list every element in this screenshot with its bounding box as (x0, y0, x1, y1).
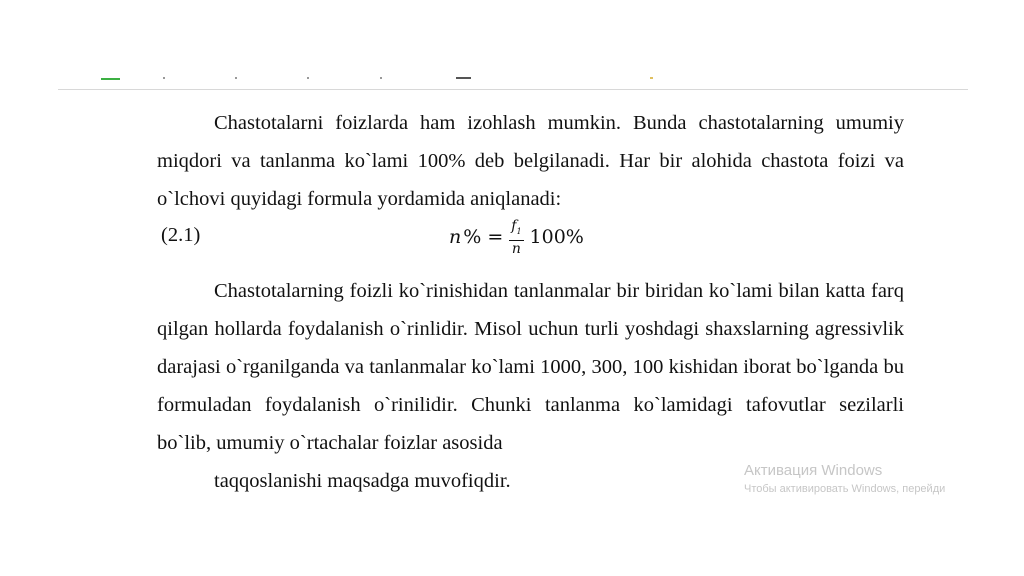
formula-lhs-rest: % = (463, 226, 504, 249)
equation-number: (2.1) (161, 224, 201, 246)
fraction-numerator (509, 218, 523, 241)
fraction-denominator: n (511, 240, 521, 257)
formula-rhs: 100% (529, 226, 584, 249)
paragraph-2-body: Chastotalarning foizli ko`rinishidan tanlanmalar bir biridan ko`lami bilan katta farq qilgan hollarda foydalanish o`rinlidir. Misol uchun turli yoshdagi shaxslarning agressivlik darajasi o`rganilganda va tanlanmalar ko`lami 1000, 300, 100 kishidan iborat bo`lganda bu formuladan foydalanish o`rinilidir. Chunki tanlanma ko`lamidagi tafovutlar sezilarli bo`lib, umumiy o`rtachalar foizlar asosida (157, 280, 904, 454)
document-page (157, 104, 904, 500)
watermark-title: Активация Windows (744, 462, 883, 479)
paragraph-1: Chastotalarni foizlarda ham izohlash mumkin. Bunda chastotalarning umumiy miqdori va tanlanma ko`lami 100% deb belgilanadi. Har bir alohida chastota foizi va o`lchovi quyidagi formula yordamida aniqlanadi: (157, 112, 904, 210)
tick-mark (163, 77, 165, 79)
numerator-subscript: 1 (516, 226, 522, 236)
page-top-rule (58, 89, 968, 90)
formula-row (157, 220, 904, 272)
tick-mark (307, 77, 309, 79)
tick-mark (235, 77, 237, 79)
formula-fraction (509, 218, 523, 257)
green-mark (101, 78, 120, 80)
watermark-subtitle: Чтобы активировать Windows, перейди (744, 483, 946, 495)
percent-formula (449, 218, 584, 257)
tick-mark (650, 77, 653, 79)
dark-mark (456, 77, 471, 79)
tick-mark (380, 77, 382, 79)
formula-lhs-var: n (449, 226, 462, 249)
numerator-var: f (511, 218, 517, 234)
paragraph-2-last-line: taqqoslanishi maqsadga muvofiqdir. (214, 470, 511, 492)
header-remnants (0, 0, 1024, 90)
windows-activation-watermark (744, 462, 945, 497)
